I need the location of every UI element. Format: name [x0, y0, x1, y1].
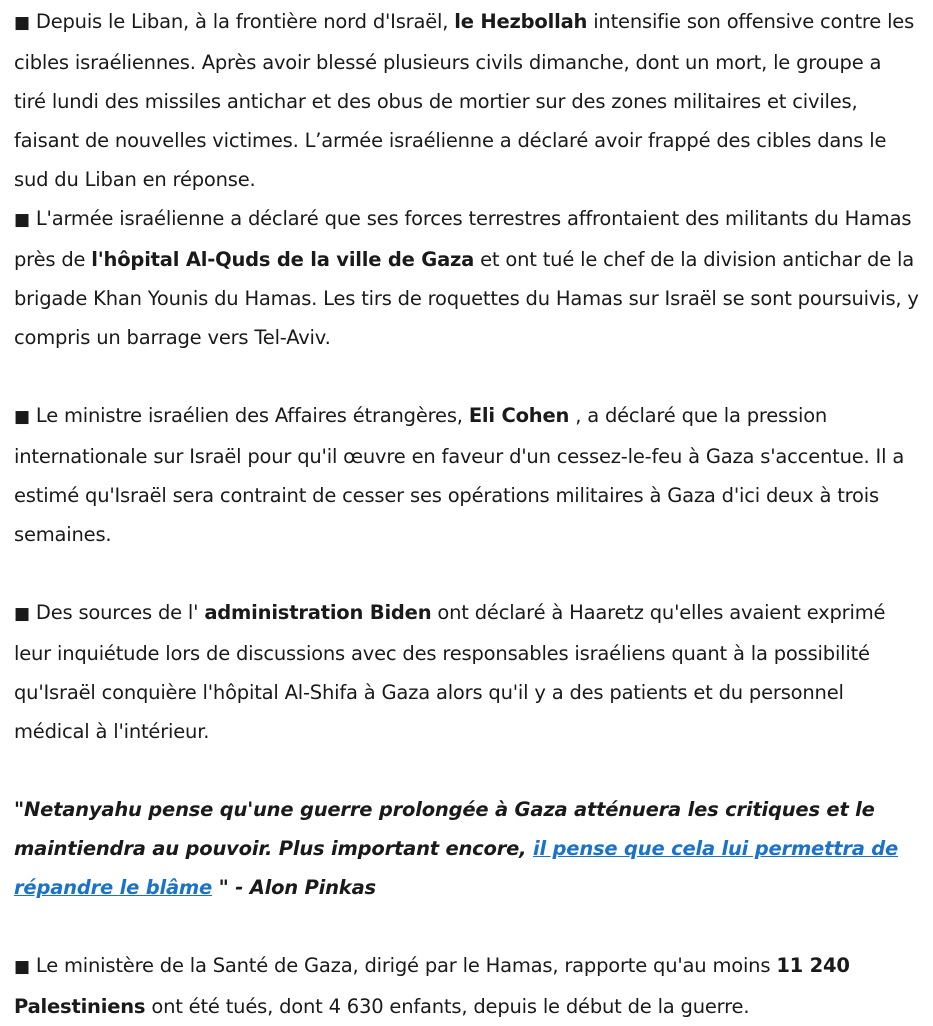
quote-text: "Netanyahu pense qu'une guerre prolongée à Gaza atténuera les critiques et le maintiendra au pouvoir. Plus important encore,	[14, 798, 875, 860]
bold-text: Eli Cohen	[468, 404, 570, 427]
paragraph-spacer	[14, 554, 919, 593]
quote-pinkas	[14, 790, 919, 907]
paragraph-health-ministry	[14, 946, 919, 1026]
square-bullet-icon: ■	[14, 13, 30, 33]
square-bullet-icon: ■	[14, 604, 30, 624]
paragraph-eli-cohen	[14, 396, 919, 554]
square-bullet-icon: ■	[14, 210, 30, 230]
bold-text: administration Biden	[204, 601, 432, 624]
paragraph-text: , a déclaré que la pression internationale sur Israël pour qu'il œuvre en faveur d'un cessez-le-feu à Gaza s'accentue. Il a estimé qu'Israël sera contraint de cesser ses opérations militaires à Gaza d'ici deux à trois semaines.	[14, 404, 905, 546]
paragraph-spacer	[14, 751, 919, 790]
paragraph-text: et ont tué le chef de la division antichar de la brigade Khan Younis du Hamas. Les tirs de roquettes du Hamas sur Israël se sont poursuivis, y compris un barrage vers Tel-Aviv.	[14, 248, 919, 349]
square-bullet-icon: ■	[14, 957, 30, 977]
bold-text: le Hezbollah	[454, 10, 588, 33]
bold-text: 11 240 Palestiniens	[14, 954, 850, 1018]
paragraph-spacer	[14, 907, 919, 946]
paragraph-hezbollah	[14, 2, 919, 199]
paragraph-biden	[14, 593, 919, 751]
paragraph-text: Le ministre israélien des Affaires étrangères,	[29, 404, 469, 427]
quote-attribution: " - Alon Pinkas	[212, 876, 376, 899]
paragraph-text: ont déclaré à Haaretz qu'elles avaient exprimé leur inquiétude lors de discussions avec des responsables israéliens quant à la possibilité qu'Israël conquière l'hôpital Al-Shifa à Gaza alors qu'il y a des patients et du personnel médical à l'intérieur.	[14, 601, 886, 743]
quote-link[interactable]: il pense que cela lui permettra de répandre le blâme	[14, 837, 899, 899]
paragraph-text: Des sources de l'	[29, 601, 205, 624]
bold-text: l'hôpital Al-Quds de la ville de Gaza	[91, 248, 475, 271]
paragraph-text: L'armée israélienne a déclaré que ses forces terrestres affrontaient des militants du Hamas près de	[14, 207, 912, 271]
paragraph-spacer	[14, 357, 919, 396]
square-bullet-icon: ■	[14, 407, 30, 427]
paragraph-text: intensifie son offensive contre les cibles israéliennes. Après avoir blessé plusieurs civils dimanche, dont un mort, le groupe a tiré lundi des missiles antichar et des obus de mortier sur des zones militaires et civiles, faisant de nouvelles victimes. L’armée israélienne a déclaré avoir frappé des cibles dans le sud du Liban en réponse.	[14, 10, 915, 191]
paragraph-text: Le ministère de la Santé de Gaza, dirigé par le Hamas, rapporte qu'au moins	[29, 954, 777, 977]
paragraph-text: ont été tués, dont 4 630 enfants, depuis le début de la guerre.	[145, 995, 750, 1018]
paragraph-text: Depuis le Liban, à la frontière nord d'Israël,	[29, 10, 455, 33]
paragraph-gaza-hospital	[14, 199, 919, 357]
